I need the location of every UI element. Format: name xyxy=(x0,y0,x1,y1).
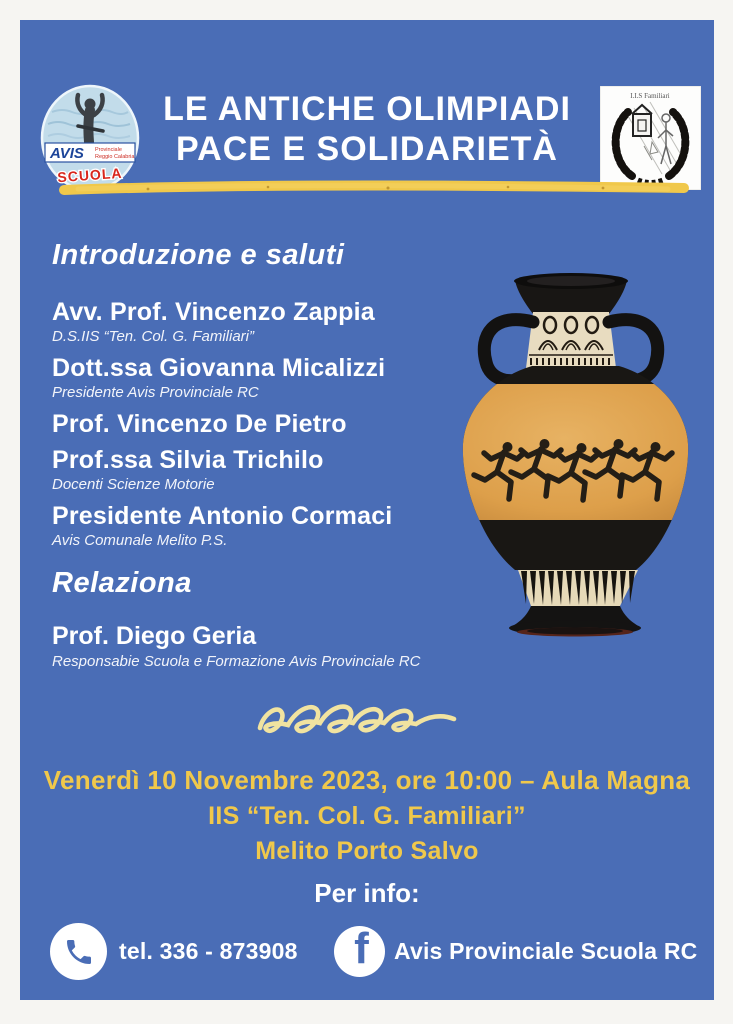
event-venue-line: IIS “Ten. Col. G. Familiari” xyxy=(208,801,526,830)
speaker-name: Avv. Prof. Vincenzo Zappia xyxy=(52,298,375,326)
speaker-role: Avis Comunale Melito P.S. xyxy=(52,532,228,549)
panathenaic-amphora-image xyxy=(453,272,700,640)
speaker-item xyxy=(52,410,482,438)
facebook-icon[interactable]: f xyxy=(334,926,385,977)
scuola-wordmark: SCUOLA xyxy=(56,164,123,186)
laurel-wreath-emblem xyxy=(600,86,701,190)
speakers-list xyxy=(52,298,482,550)
phone-icon xyxy=(50,923,107,980)
speaker-item xyxy=(52,446,482,494)
speaker-role: Presidente Avis Provinciale RC xyxy=(52,384,259,401)
phone-contact xyxy=(50,923,298,980)
avis-wordmark: AVIS xyxy=(50,145,84,162)
event-details xyxy=(20,762,714,870)
relatore-item xyxy=(52,622,482,671)
emblem-caption: I.I.S Familiari xyxy=(630,92,670,100)
speaker-name: Prof.ssa Silvia Trichilo xyxy=(52,446,324,474)
intro-heading: Introduzione e saluti xyxy=(52,239,345,271)
brush-underline xyxy=(58,180,690,198)
title-line-1: LE ANTICHE OLIMPIADI xyxy=(163,90,571,128)
svg-text:Provinciale: Provinciale xyxy=(95,147,122,153)
speaker-name: Prof. Vincenzo De Pietro xyxy=(52,410,347,438)
relatore-name: Prof. Diego Geria xyxy=(52,622,257,650)
poster-background xyxy=(20,20,714,1000)
title-line-2: PACE E SOLIDARIETÀ xyxy=(176,129,558,168)
svg-text:Reggio Calabria: Reggio Calabria xyxy=(95,154,135,160)
decorative-squiggle xyxy=(252,700,482,748)
speaker-role: D.S.IIS “Ten. Col. G. Familiari” xyxy=(52,328,254,345)
speaker-name: Presidente Antonio Cormaci xyxy=(52,502,393,530)
avis-logo-graphic xyxy=(40,84,140,192)
facebook-contact xyxy=(334,923,698,977)
per-info-heading: Per info: xyxy=(314,878,420,908)
school-emblem-logo xyxy=(600,86,701,190)
speaker-role: Docenti Scienze Motorie xyxy=(52,476,215,493)
speaker-item xyxy=(52,298,482,346)
poster-title xyxy=(130,90,604,170)
facebook-page-name[interactable]: Avis Provinciale Scuola RC xyxy=(394,938,698,964)
relaziona-heading: Relaziona xyxy=(52,567,192,599)
speaker-name: Dott.ssa Giovanna Micalizzi xyxy=(52,354,386,382)
relatore-role: Responsabie Scuola e Formazione Avis Provinciale RC xyxy=(52,653,421,670)
speaker-item xyxy=(52,354,482,402)
event-date-line: Venerdì 10 Novembre 2023, ore 10:00 – Aula Magna xyxy=(43,765,691,795)
event-city-line: Melito Porto Salvo xyxy=(255,837,479,866)
avis-scuola-logo xyxy=(40,84,140,192)
speaker-item xyxy=(52,502,482,550)
phone-number[interactable]: tel. 336 - 873908 xyxy=(119,938,298,964)
speakers-section xyxy=(52,238,482,671)
